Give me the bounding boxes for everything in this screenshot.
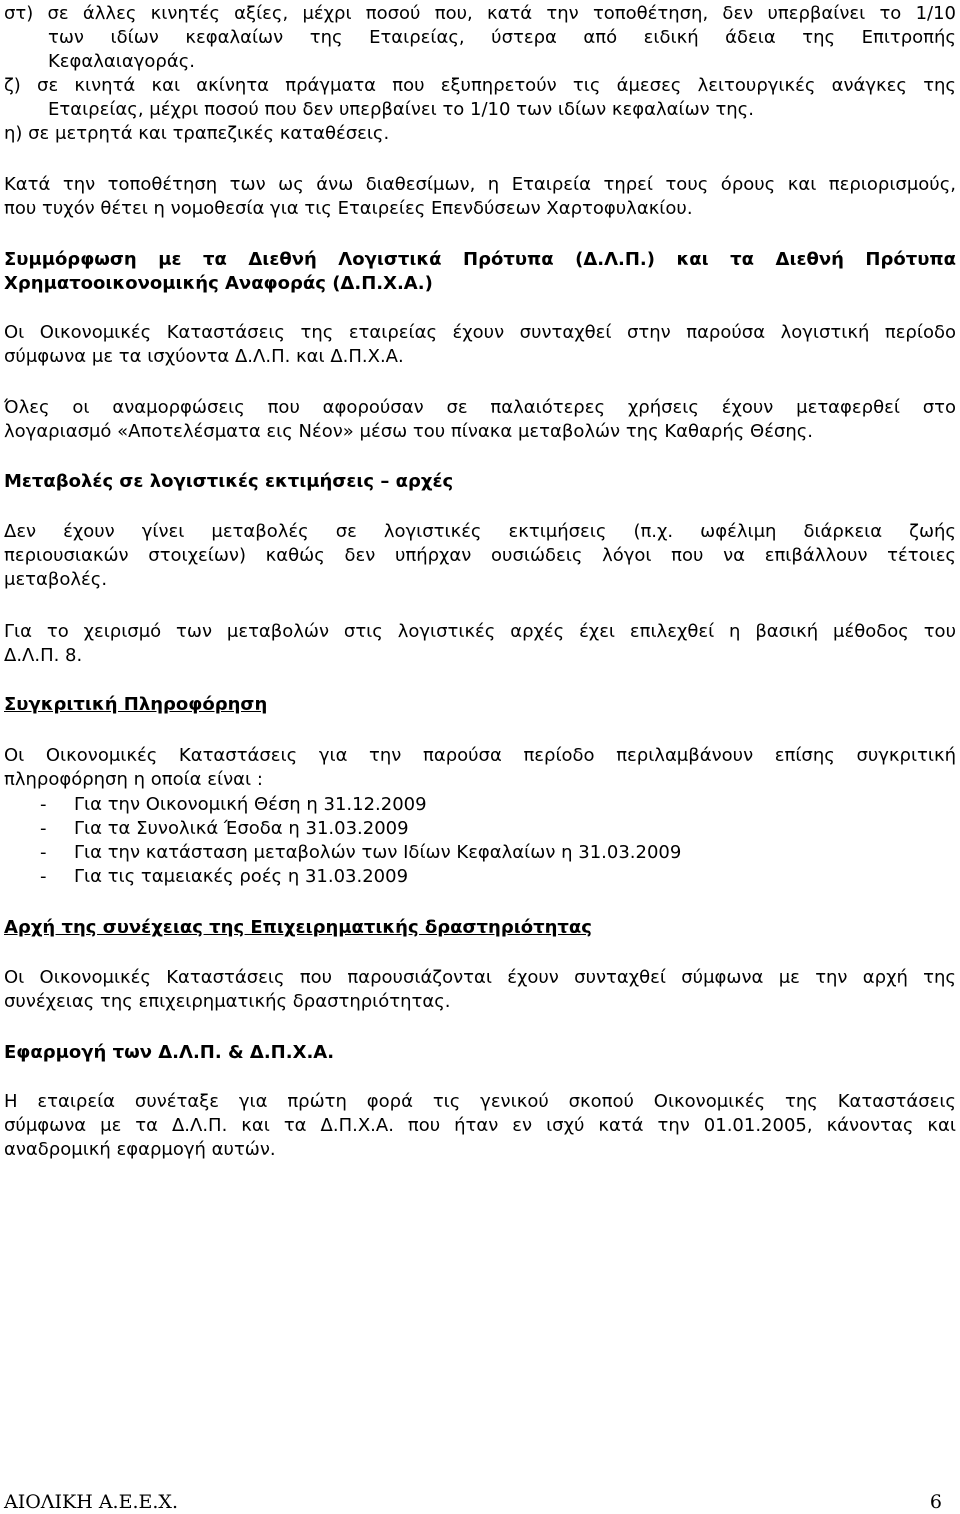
text-line: Για το χειρισμό των μεταβολών στις λογιστικές αρχές έχει επιλεχθεί η βασική μέθοδος του [4,621,956,642]
text-line: στ) σε άλλες κινητές αξίες, μέχρι ποσού που, κατά την τοποθέτηση, δεν υπερβαίνει το 1/10 [4,3,956,24]
text-line: πληροφόρηση η οποία είναι : [4,769,263,790]
paragraph-method [4,620,956,668]
footer-company: ΑΙΟΛΙΚΗ Α.Ε.Ε.Χ. [4,1491,178,1513]
list-item-st [4,2,956,74]
list-item-i [4,122,956,146]
list-item: - Για τα Συνολικά Έσοδα η 31.03.2009 [40,818,409,839]
text-line: που τυχόν θέτει η νομοθεσία για τις Εταιρείες Επενδύσεων Χαρτοφυλακίου. [4,198,693,219]
text-line: Εταιρείας, μέχρι ποσού που δεν υπερβαίνει το 1/10 των ιδίων κεφαλαίων της. [48,99,754,120]
heading-line: Αρχή της συνέχειας της Επιχειρηματικής δραστηριότητας [4,917,592,938]
text-line: σύμφωνα με τα ισχύοντα Δ.Λ.Π. και Δ.Π.Χ.Α. [4,346,404,367]
text-line: μεταβολές. [4,569,108,590]
text-line: Δεν έχουν γίνει μεταβολές σε λογιστικές εκτιμήσεις (π.χ. ωφέλιμη διάρκεια ζωής [4,521,956,542]
page-number: 6 [929,1491,942,1513]
text-line: περιουσιακών στοιχείων) καθώς δεν υπήρχαν ουσιώδεις λόγοι που να επιβάλλουν τέτοιες [4,545,956,566]
list-item: - Για τις ταμειακές ροές η 31.03.2009 [40,866,409,887]
text-line: σύμφωνα με τα Δ.Λ.Π. και τα Δ.Π.Χ.Α. που ήταν εν ισχύ κατά την 01.01.2005, κάνοντας και [4,1115,956,1136]
paragraph-application [4,1090,956,1162]
paragraph-restatements [4,396,956,444]
heading-compliance [4,248,956,296]
text-line: ζ) σε κινητά και ακίνητα πράγματα που εξυπηρετούν τις άμεσες λειτουργικές ανάγκες της [4,75,956,96]
text-line: Οι Οικονομικές Καταστάσεις που παρουσιάζονται έχουν συνταχθεί σύμφωνα με την αρχή της [4,967,956,988]
text-line: λογαριασμό «Αποτελέσματα εις Νέον» μέσω του πίνακα μεταβολών της Καθαρής Θέσης. [4,421,814,442]
heading-line: Συγκριτική Πληροφόρηση [4,694,268,715]
text-line: συνέχειας της επιχειρηματικής δραστηριότητας. [4,991,451,1012]
heading-line: Μεταβολές σε λογιστικές εκτιμήσεις – αρχές [4,471,454,492]
text-line: Δ.Λ.Π. 8. [4,645,83,666]
text-line: Κατά την τοποθέτηση των ως άνω διαθεσίμων, η Εταιρεία τηρεί τους όρους και περιορισμούς, [4,174,956,195]
heading-line: Συμμόρφωση με τα Διεθνή Λογιστικά Πρότυπα (Δ.Λ.Π.) και τα Διεθνή Πρότυπα [4,249,956,270]
text-line: η) σε μετρητά και τραπεζικές καταθέσεις. [4,123,390,144]
list-item: - Για την Οικονομική Θέση η 31.12.2009 [40,794,427,815]
text-line: Οι Οικονομικές Καταστάσεις για την παρούσα περίοδο περιλαμβάνουν επίσης συγκριτική [4,745,956,766]
text-line: Οι Οικονομικές Καταστάσεις της εταιρείας έχουν συνταχθεί στην παρούσα λογιστική περίοδο [4,322,956,343]
paragraph-compliance [4,321,956,369]
heading-application [4,1041,956,1065]
heading-line: Χρηματοοικονομικής Αναφοράς (Δ.Π.Χ.Α.) [4,273,433,294]
text-line: Όλες οι αναμορφώσεις που αφορούσαν σε παλαιότερες χρήσεις έχουν μεταφερθεί στο [4,397,956,418]
list-item: - Για την κατάσταση μεταβολών των Ιδίων Κεφαλαίων η 31.03.2009 [40,842,682,863]
list-item-z [4,74,956,122]
text-line: αναδρομική εφαρμογή αυτών. [4,1139,276,1160]
heading-going-concern [4,916,956,940]
heading-comparative [4,693,956,717]
paragraph-placement [4,173,956,221]
paragraph-going-concern [4,966,956,1014]
text-line: Η εταιρεία συνέταξε για πρώτη φορά τις γενικού σκοπού Οικονομικές της Καταστάσεις [4,1091,956,1112]
heading-line: Εφαρμογή των Δ.Λ.Π. & Δ.Π.Χ.Α. [4,1042,335,1063]
comparative-list [4,793,956,889]
text-line: των ιδίων κεφαλαίων της Εταιρείας, ύστερα από ειδική άδεια της Επιτροπής [48,27,956,48]
text-line: Κεφαλαιαγοράς. [48,51,195,72]
paragraph-changes [4,520,956,592]
heading-changes [4,470,956,494]
paragraph-comparative [4,744,956,792]
